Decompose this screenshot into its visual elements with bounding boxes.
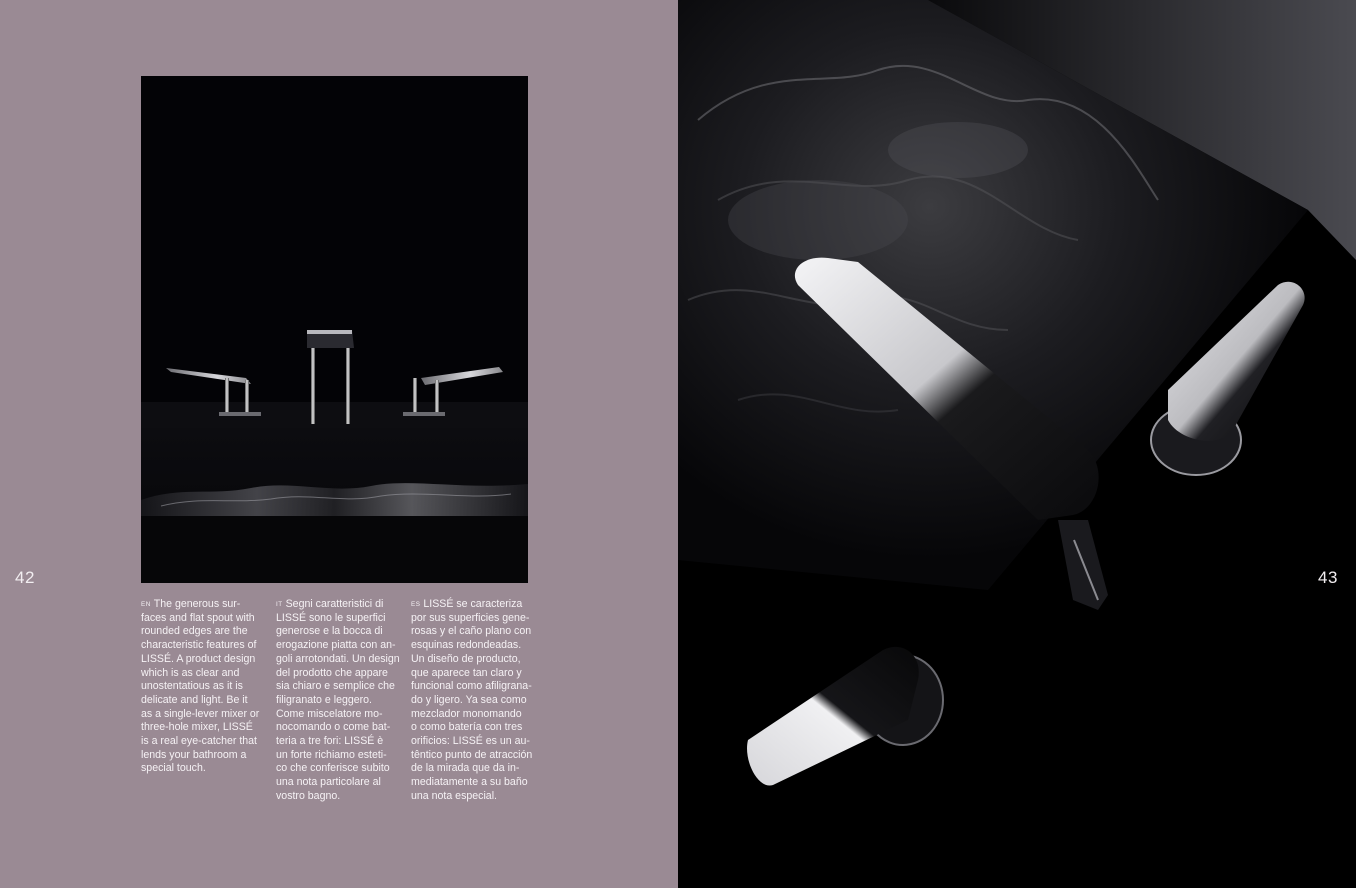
body-text-it: Segni caratteristici di LISSÉ sono le superfici generose e la bocca di erogazione piatta con an- goli arrotondati. Un design del prodotto che appare sia chiaro e semplice che filigranato e leggero. Come miscelatore mo- nocomando o come bat- teria a tre fori: LISSÉ è un forte richiamo esteti- co che conferisce subito una nota particolare al vostro bagno. xyxy=(276,598,400,802)
language-tag-es: ES xyxy=(411,601,421,608)
language-tag-en: EN xyxy=(141,601,151,608)
text-column-es xyxy=(411,598,535,804)
page-number-left: 42 xyxy=(15,568,35,587)
body-text-en: The generous sur- faces and flat spout with rounded edges are the characteristic features of LISSÉ. A product design which is as clear and unostentatious as it is delicate and light. Be it as a single-lever mixer or three-hole mixer, LISSÉ is a real eye-catcher that lends your bathroom a special touch. xyxy=(141,598,260,775)
text-column-it xyxy=(276,598,400,804)
page-number-right: 43 xyxy=(1318,568,1338,587)
three-hole-mixer-photo xyxy=(141,76,528,583)
body-text-es: LISSÉ se caracteriza por sus superficies gene- rosas y el caño plano con esquinas redondeadas. Un diseño de producto, que aparece tan claro y funcional como afiligrana- do y ligero. Ya sea como mezclador monomando o como batería con tres orificios: LISSÉ es un au- têntico punto de atracción de la mirada que da in- mediatamente a su baño una nota especial. xyxy=(411,598,533,802)
language-tag-it: IT xyxy=(276,601,283,608)
text-column-en xyxy=(141,598,265,776)
faucet-closeup-photo xyxy=(678,0,1356,888)
right-page xyxy=(678,0,1356,888)
